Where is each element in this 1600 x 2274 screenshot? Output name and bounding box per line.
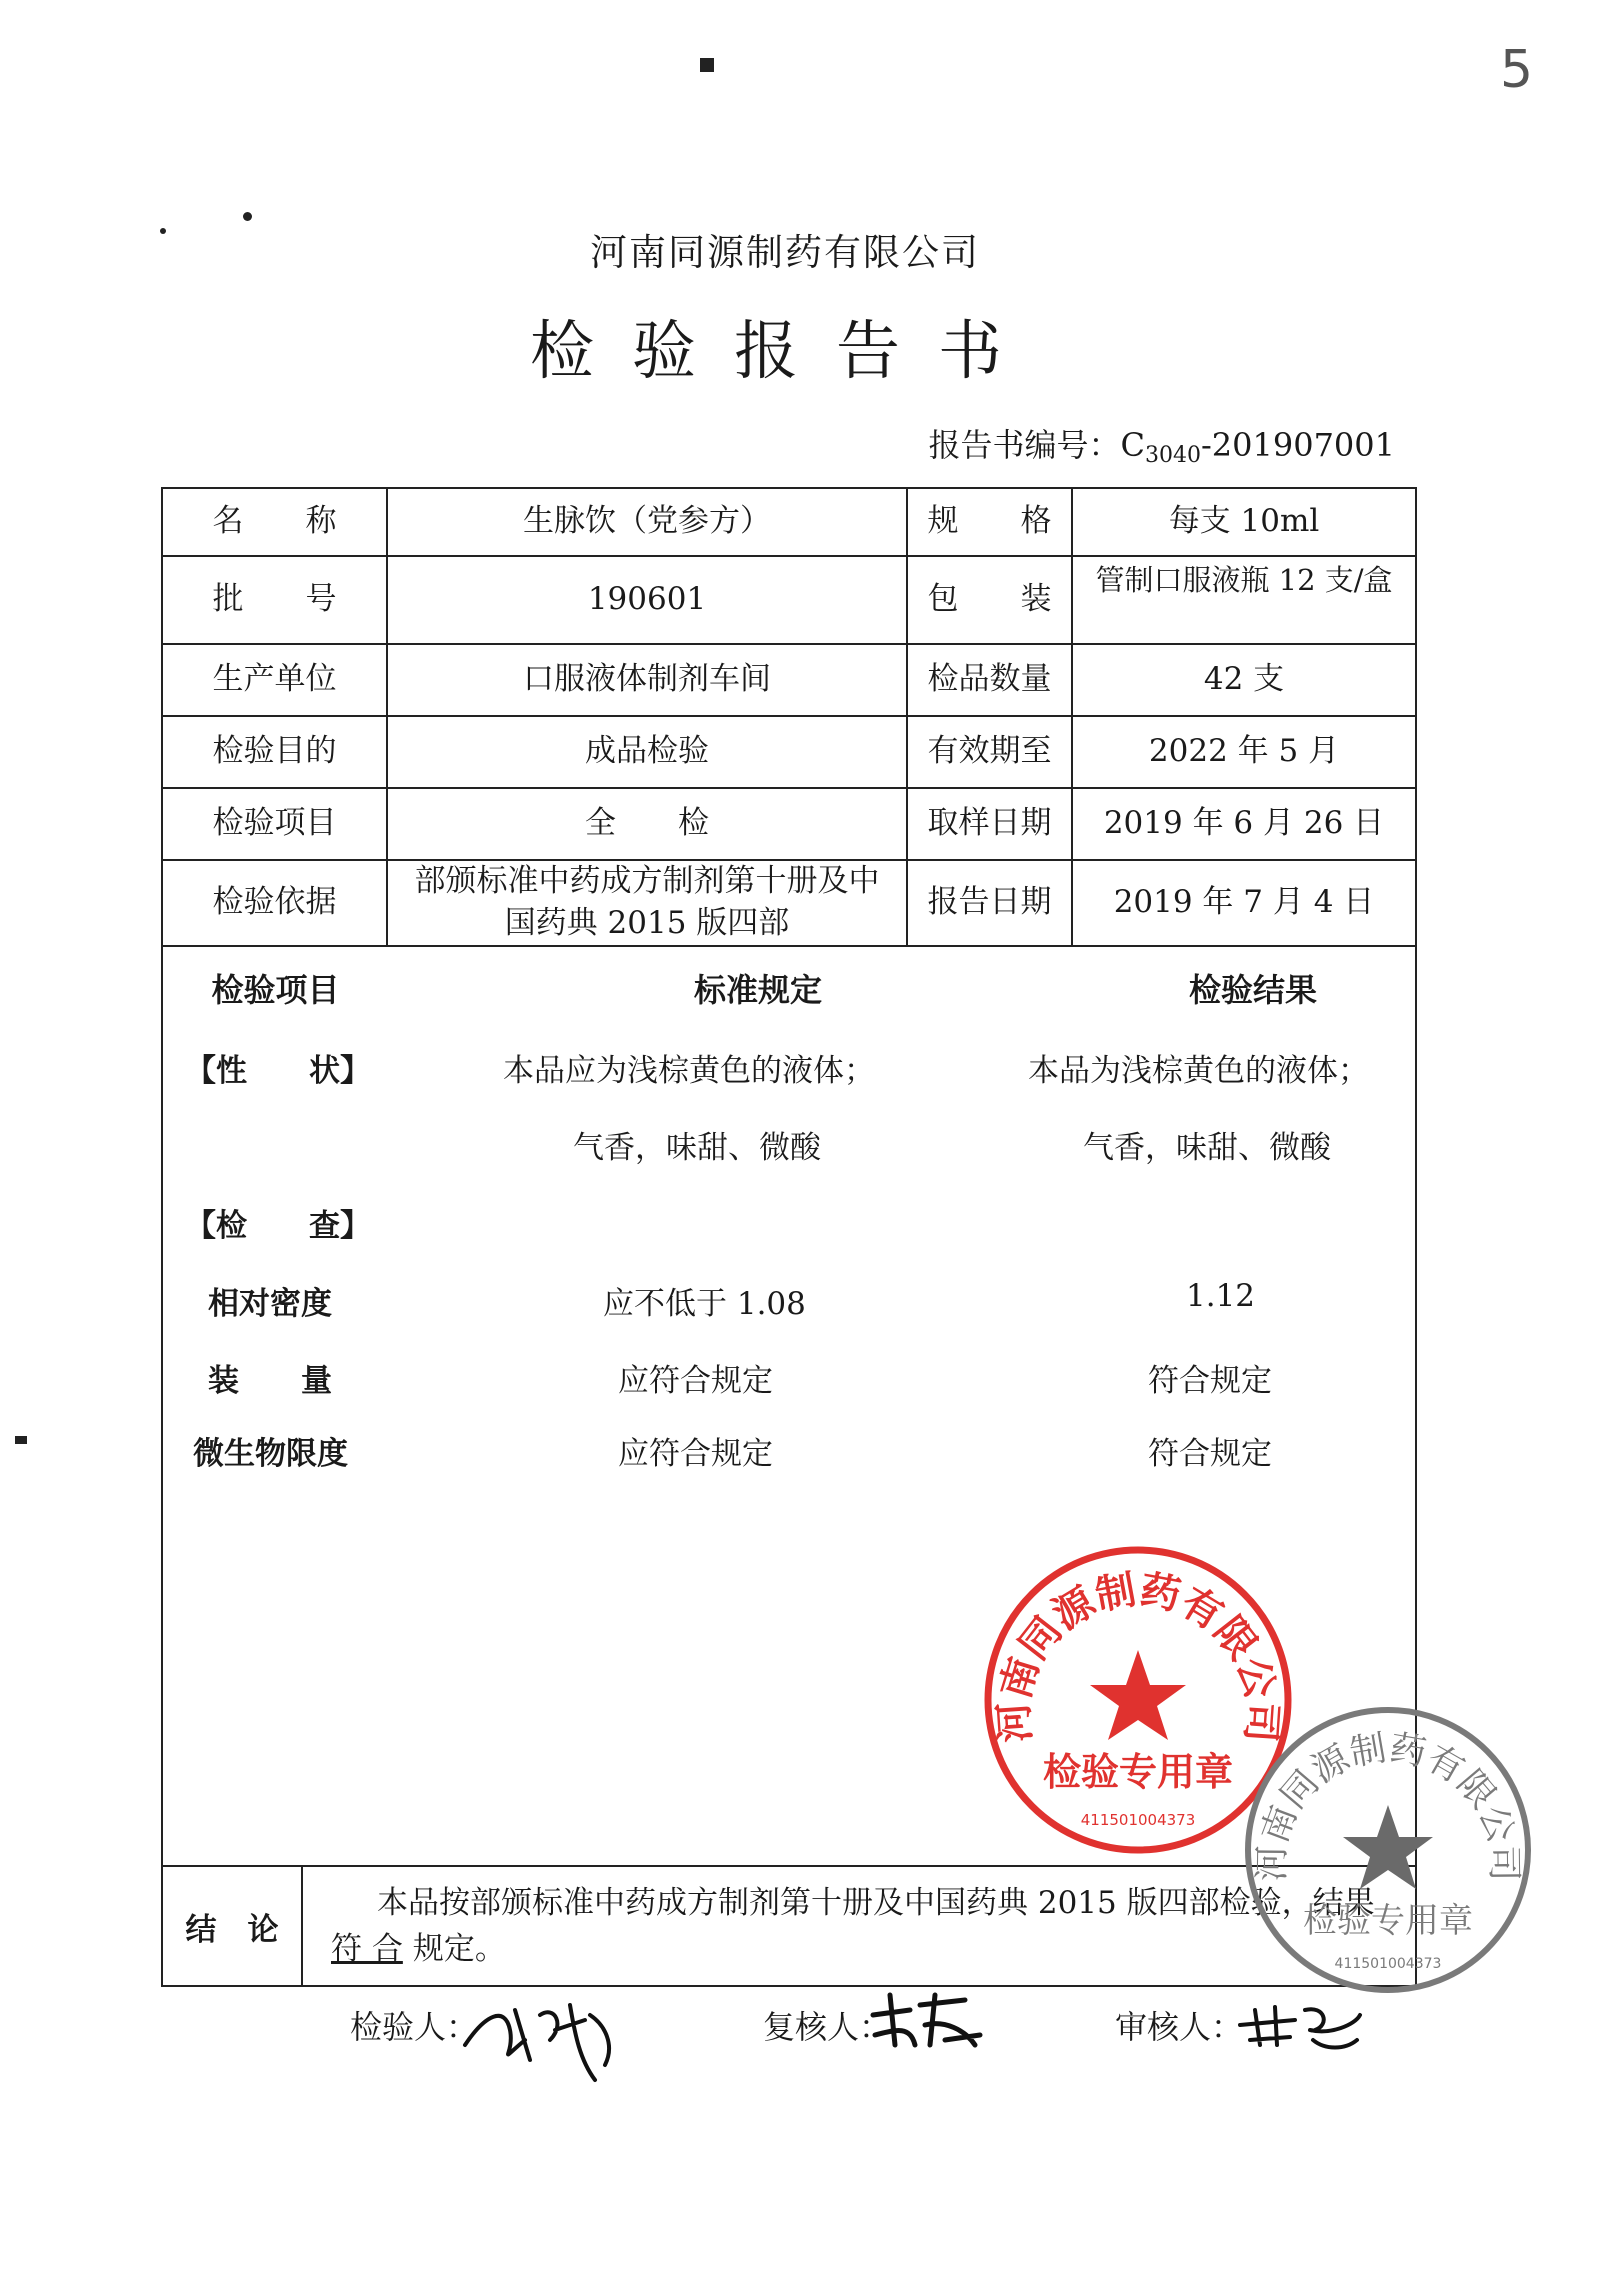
purpose-value: 成品检验: [387, 716, 907, 788]
density-item: 相对密度: [208, 1286, 332, 1322]
table-row: [162, 1866, 1416, 1986]
qty-label: 检品数量: [907, 644, 1072, 716]
approver-label: 审核人：: [1115, 2008, 1244, 2046]
conclusion-label: 结 论: [162, 1866, 302, 1986]
item-label: 检验项目: [162, 788, 387, 860]
name-value: 生脉饮（党参方）: [387, 488, 907, 556]
column-header-item: 检验项目: [211, 971, 340, 1009]
microbial-limit-standard: 应符合规定: [618, 1436, 773, 1472]
conclusion-verdict: 符 合: [331, 1931, 403, 1967]
sample-date-value: 2019 年 6 月 26 日: [1072, 788, 1416, 860]
density-result: 1.12: [1186, 1278, 1256, 1314]
conclusion-body: 本品按部颁标准中药成方制剂第十册及中国药典 2015 版四部检验，结果: [377, 1884, 1375, 1921]
sample-date-label: 取样日期: [907, 788, 1072, 860]
table-row: [162, 556, 1416, 644]
product-info-table: [161, 487, 1417, 947]
scan-speck: [243, 212, 252, 221]
pack-label: 包 装: [907, 556, 1072, 644]
report-number-label: 报告书编号：: [928, 426, 1121, 464]
basis-value: 部颁标准中药成方制剂第十册及中国药典 2015 版四部: [387, 860, 907, 946]
check-section-title: 【检 查】: [185, 1208, 371, 1244]
item-value: 全 检: [387, 788, 907, 860]
fill-volume-item: 装 量: [208, 1363, 332, 1399]
qty-value: 42 支: [1072, 644, 1416, 716]
scan-speck: [15, 1436, 27, 1444]
reviewer-label: 复核人：: [763, 2008, 892, 2046]
table-row: [162, 788, 1416, 860]
report-number: [928, 420, 1395, 468]
fill-volume-result: 符合规定: [1148, 1363, 1272, 1399]
unit-label: 生产单位: [162, 644, 387, 716]
density-standard: 应不低于 1.08: [603, 1286, 806, 1322]
inspector-signature: [455, 1985, 625, 2085]
gray-inspection-seal: [1238, 1700, 1538, 2000]
report-date-label: 报告日期: [907, 860, 1072, 946]
page-number-mark: 5: [1500, 40, 1534, 100]
appearance-result-line-2: 气香，味甜、微酸: [1083, 1130, 1331, 1166]
report-number-suffix: -201907001: [1200, 426, 1395, 464]
column-header-result: 检验结果: [1188, 971, 1317, 1009]
red-seal-code: 411501004373: [1080, 1811, 1196, 1829]
spec-label: 规 格: [907, 488, 1072, 556]
expiry-value: 2022 年 5 月: [1072, 716, 1416, 788]
column-header-standard: 标准规定: [693, 971, 822, 1009]
conclusion-tail: 规定。: [412, 1931, 506, 1967]
table-row: [162, 644, 1416, 716]
appearance-section-title: 【性 状】: [185, 1053, 371, 1089]
purpose-label: 检验目的: [162, 716, 387, 788]
gray-seal-center-text: 检验专用章: [1303, 1901, 1473, 1941]
appearance-standard-line-2: 气香，味甜、微酸: [573, 1130, 821, 1166]
spec-value: 每支 10ml: [1072, 488, 1416, 556]
conclusion-table: [161, 1865, 1417, 1987]
appearance-standard-line-1: 本品应为浅棕黄色的液体；: [503, 1053, 875, 1089]
report-date-value: 2019 年 7 月 4 日: [1072, 860, 1416, 946]
pack-value: 管制口服液瓶 12 支/盒: [1072, 556, 1416, 644]
report-number-prefix: C: [1120, 426, 1145, 464]
batch-label: 批 号: [162, 556, 387, 644]
gray-seal-ring-text: 河南同源制药有限公司: [1251, 1727, 1525, 1882]
scan-speck: [700, 58, 714, 72]
microbial-limit-result: 符合规定: [1148, 1436, 1272, 1472]
basis-label: 检验依据: [162, 860, 387, 946]
expiry-label: 有效期至: [907, 716, 1072, 788]
name-label: 名 称: [162, 488, 387, 556]
table-row: [162, 860, 1416, 946]
company-name: 河南同源制药有限公司: [590, 231, 980, 274]
fill-volume-standard: 应符合规定: [618, 1363, 773, 1399]
table-row: [162, 716, 1416, 788]
unit-value: 口服液体制剂车间: [387, 644, 907, 716]
document-title: 检验报告书: [530, 315, 1040, 389]
reviewer-signature: [865, 1985, 985, 2065]
table-row: [162, 488, 1416, 556]
gray-seal-code: 411501004373: [1334, 1956, 1442, 1972]
approver-signature: [1235, 1995, 1365, 2065]
report-number-subscript: 3040: [1144, 443, 1201, 468]
inspector-label: 检验人：: [350, 2008, 479, 2046]
red-seal-ring-text: 河南同源制药有限公司: [990, 1566, 1286, 1744]
batch-value: 190601: [387, 556, 907, 644]
red-seal-center-text: 检验专用章: [1042, 1750, 1234, 1794]
appearance-result-line-1: 本品为浅棕黄色的液体；: [1028, 1053, 1369, 1089]
microbial-limit-item: 微生物限度: [193, 1436, 348, 1472]
